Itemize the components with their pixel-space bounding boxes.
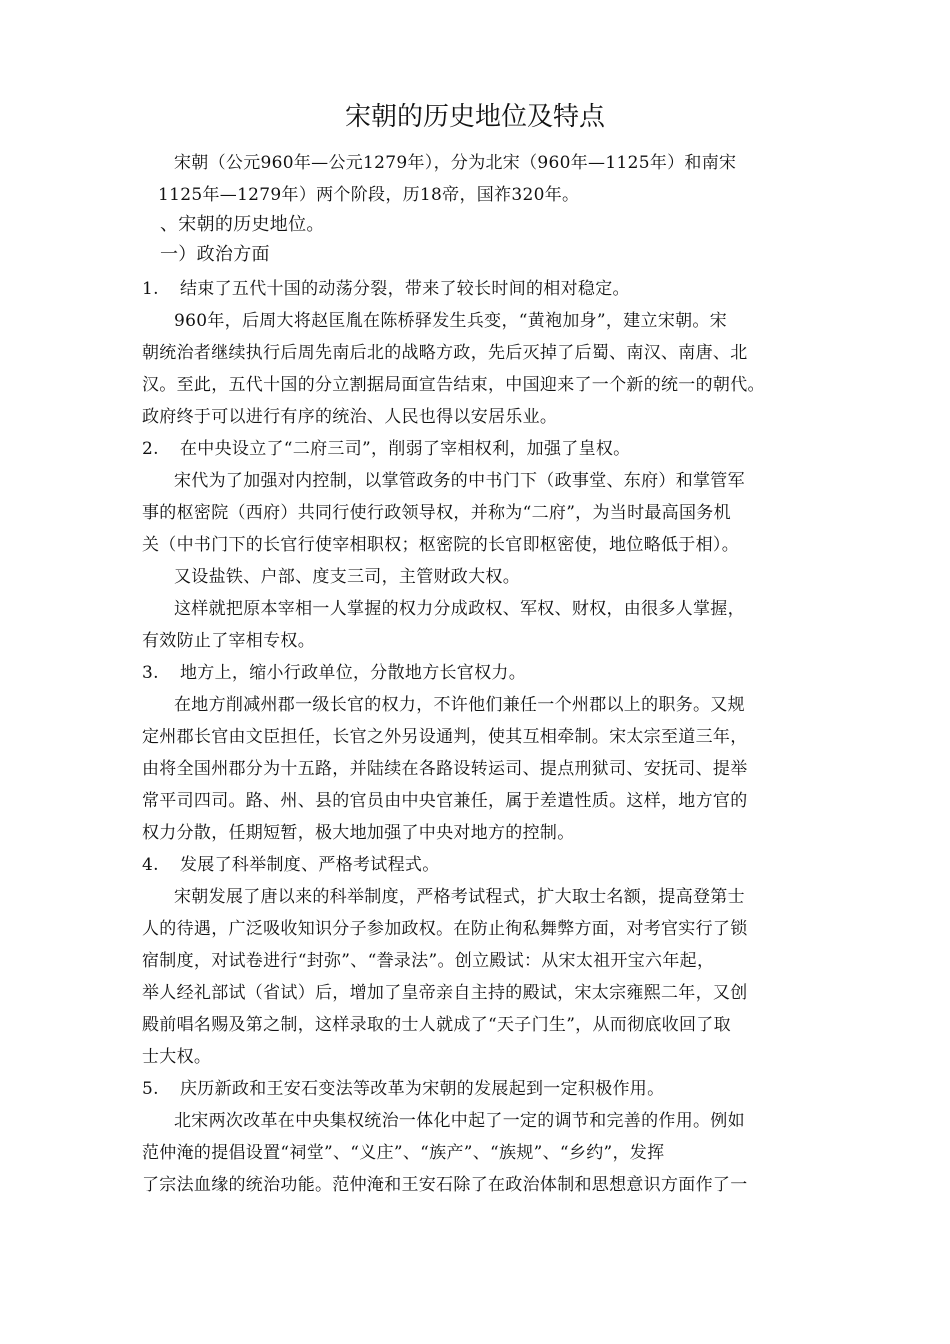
point-heading-text: 结束了五代十国的动荡分裂，带来了较长时间的相对稳定。 [180,279,630,299]
paragraph-line: 人的待遇，广泛吸收知识分子参加政权。在防止徇私舞弊方面，对考官实行了锁 [142,919,748,939]
subsection-heading-politics: 一）政治方面 [160,244,270,265]
point-number: 2. [142,439,159,459]
point-heading-text: 在中央设立了“二府三司”，削弱了宰相权利，加强了皇权。 [180,439,631,459]
intro-line-1: 宋朝（公元960年—公元1279年），分为北宋（960年—1125年）和南宋 [174,153,737,173]
point-number: 3. [142,663,159,683]
paragraph-line: 权力分散，任期短暂，极大地加强了中央对地方的控制。 [142,823,575,843]
paragraph-line: 宋朝发展了唐以来的科举制度，严格考试程式，扩大取士名额，提高登第士 [174,887,745,907]
point-heading-2 [142,438,630,460]
paragraph-line: 汉。至此，五代十国的分立割据局面宣告结束，中国迎来了一个新的统一的朝代。 [142,375,765,395]
paragraph-line: 殿前唱名赐及第之制，这样录取的士人就成了“天子门生”，从而彻底收回了取 [142,1015,731,1035]
paragraph-line: 朝统治者继续执行后周先南后北的战略方政，先后灭掉了后蜀、南汉、南唐、北 [142,343,748,363]
point-number: 5. [142,1079,159,1099]
point-number: 4. [142,855,159,875]
point-heading-5 [142,1078,664,1100]
paragraph-line: 这样就把原本宰相一人掌握的权力分成政权、军权、财权，由很多人掌握， [174,599,745,619]
paragraph-line: 了宗法血缘的统治功能。范仲淹和王安石除了在政治体制和思想意识方面作了一 [142,1175,748,1195]
paragraph-line: 宋代为了加强对内控制，以掌管政务的中书门下（政事堂、东府）和掌管军 [174,471,745,491]
paragraph-line: 在地方削减州郡一级长官的权力，不许他们兼任一个州郡以上的职务。又规 [174,695,745,715]
paragraph-line: 常平司四司。路、州、县的官员由中央官兼任，属于差遣性质。这样，地方官的 [142,791,748,811]
point-heading-1 [142,278,630,300]
intro-line-2: 1125年—1279年）两个阶段，历18帝，国祚320年。 [158,185,580,205]
document-title: 宋朝的历史地位及特点 [344,102,605,132]
section-heading-historical-status: 、宋朝的历史地位。 [160,214,325,235]
paragraph-line: 有效防止了宰相专权。 [142,631,315,651]
paragraph-line: 事的枢密院（西府）共同行使行政领导权，并称为“二府”，为当时最高国务机 [142,503,731,523]
point-number: 1. [142,279,159,299]
point-heading-3 [142,662,526,684]
paragraph-line: 范仲淹的提倡设置“祠堂”、“义庄”、“族产”、“族规”、“乡约”，发挥 [142,1143,665,1163]
paragraph-line: 政府终于可以进行有序的统治、人民也得以安居乐业。 [142,407,558,427]
paragraph-line: 又设盐铁、户部、度支三司，主管财政大权。 [174,567,520,587]
point-heading-text: 地方上，缩小行政单位，分散地方长官权力。 [180,663,526,683]
point-heading-4 [142,854,440,876]
paragraph-line: 定州郡长官由文臣担任，长官之外另设通判，使其互相牵制。宋太宗至道三年， [142,727,748,747]
paragraph-line: 关（中书门下的长官行使宰相职权；枢密院的长官即枢密使，地位略低于相）。 [142,535,739,555]
paragraph-line: 士大权。 [142,1047,212,1067]
paragraph-line: 960年，后周大将赵匡胤在陈桥驿发生兵变，“黄袍加身”，建立宋朝。宋 [174,311,728,331]
paragraph-line: 由将全国州郡分为十五路，并陆续在各路设转运司、提点刑狱司、安抚司、提举 [142,759,748,779]
point-heading-text: 发展了科举制度、严格考试程式。 [180,855,440,875]
paragraph-line: 举人经礼部试（省试）后，增加了皇帝亲自主持的殿试，宋太宗雍熙二年，又创 [142,983,748,1003]
point-heading-text: 庆历新政和王安石变法等改革为宋朝的发展起到一定积极作用。 [180,1079,665,1099]
paragraph-line: 宿制度，对试卷进行“封弥”、“誊录法”。创立殿试：从宋太祖开宝六年起， [142,951,715,971]
paragraph-line: 北宋两次改革在中央集权统治一体化中起了一定的调节和完善的作用。例如 [174,1111,745,1131]
